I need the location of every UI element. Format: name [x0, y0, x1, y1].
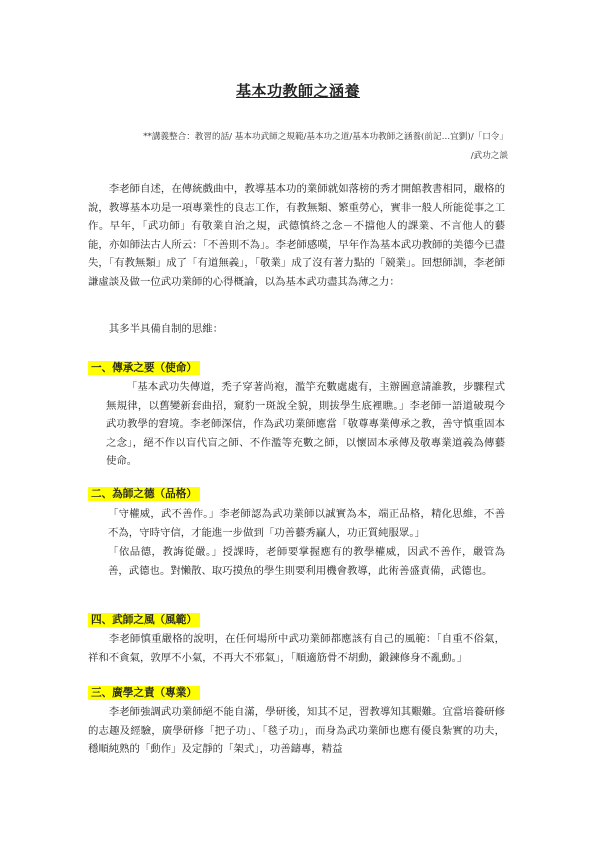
section-paragraph: 李老師慎重嚴格的說明，在任何場所中武功業師都應該有自己的風範：「自重不俗氣，祥和不貪氣，敦厚不小氣，不再大不邪氣」，「順適筋骨不胡動，鍛鍊修身不亂動。」 — [88, 633, 505, 664]
section-heading-virtue: 二、為師之德（品格） — [88, 487, 200, 501]
intro-paragraph: 李老師自述，在傳統戲曲中，教導基本功的業師就如落榜的秀才開館教書相同，嚴格的說，教導基本功是一項專業性的良志工作，有教無類、繁重勞心，實非一般人所能從事之工作。早年，「武功師」有敬業自治之規，武德慎終之念－不擋他人的課業、不言他人的藝能，亦如師法古人所云：「不善則不為」。李老師感嘆，早年作為基本武功教師的美德今已盡失，「有教無類」成了「有道無義」，「敬業」成了沒有著力點的「競業」。回想師訓，李老師謙虛談及做一位武功業師的心得概論，以為基本武功盡其為薄之力： — [88, 183, 505, 288]
section-heading-learning: 三、廣學之責（專業） — [88, 686, 200, 700]
section-paragraph: 李老師強調武功業師絕不能自滿，學研後，知其不足，習教導知其艱難。宜當培養研修的志趣及經驗，廣學研修「把子功」、「毯子功」，而身為武功業師也應有優良紮實的功夫，穩順純熟的「動作」及定靜的「架式」，功善鑄專，精益 — [88, 706, 505, 756]
source-note-line-1: **講義整合：教習的話/ 基本功武師之規範/基本功之道/基本功教師之涵養(前記…宜劉)/「口令」 — [143, 132, 508, 142]
source-note — [88, 128, 508, 166]
section-heading-inheritance: 一、傳承之要（使命） — [88, 361, 200, 375]
section-paragraph: 「基本武功失傳道，禿子穿著尚袍，濫竽充數處處有，主辦圖意請誰教，步驟程式無規律，以舊變新套曲招，窺豹一斑說全貌，則拔學生底裡瞧。」李老師一語道破現今武功教學的窘境。李老師深信，作為武功業師應當「敬尊專業傳承之教，善守慎重固本之念」，絕不作以盲代盲之師、不作濫等充數之師，以懷固本承傳及敬專業道義為傳藝使命。 — [106, 381, 505, 468]
lead-sentence: 其多半具備自制的思維： — [108, 323, 224, 335]
source-note-line-2: /武功之談 — [470, 151, 508, 161]
section-paragraph: 「依品德，教誨從嚴。」授課時，老師要掌握應有的教學權威，因武不善作，嚴管為善，武德也。對懶散、取巧摸魚的學生則要利用機會教導，此術善盛責備，武德也。 — [108, 546, 505, 577]
document-title: 基本功教師之涵養 — [235, 82, 360, 100]
section-heading-demeanor: 四、武師之風（風範） — [88, 613, 200, 627]
section-paragraph: 「守權威，武不善作。」李老師認為武功業師以誠實為本，端正品格，精化思維，不善不為，守時守信，才能進一步做到「功善藝秀贏人，功正質純服眾。」 — [108, 508, 505, 539]
